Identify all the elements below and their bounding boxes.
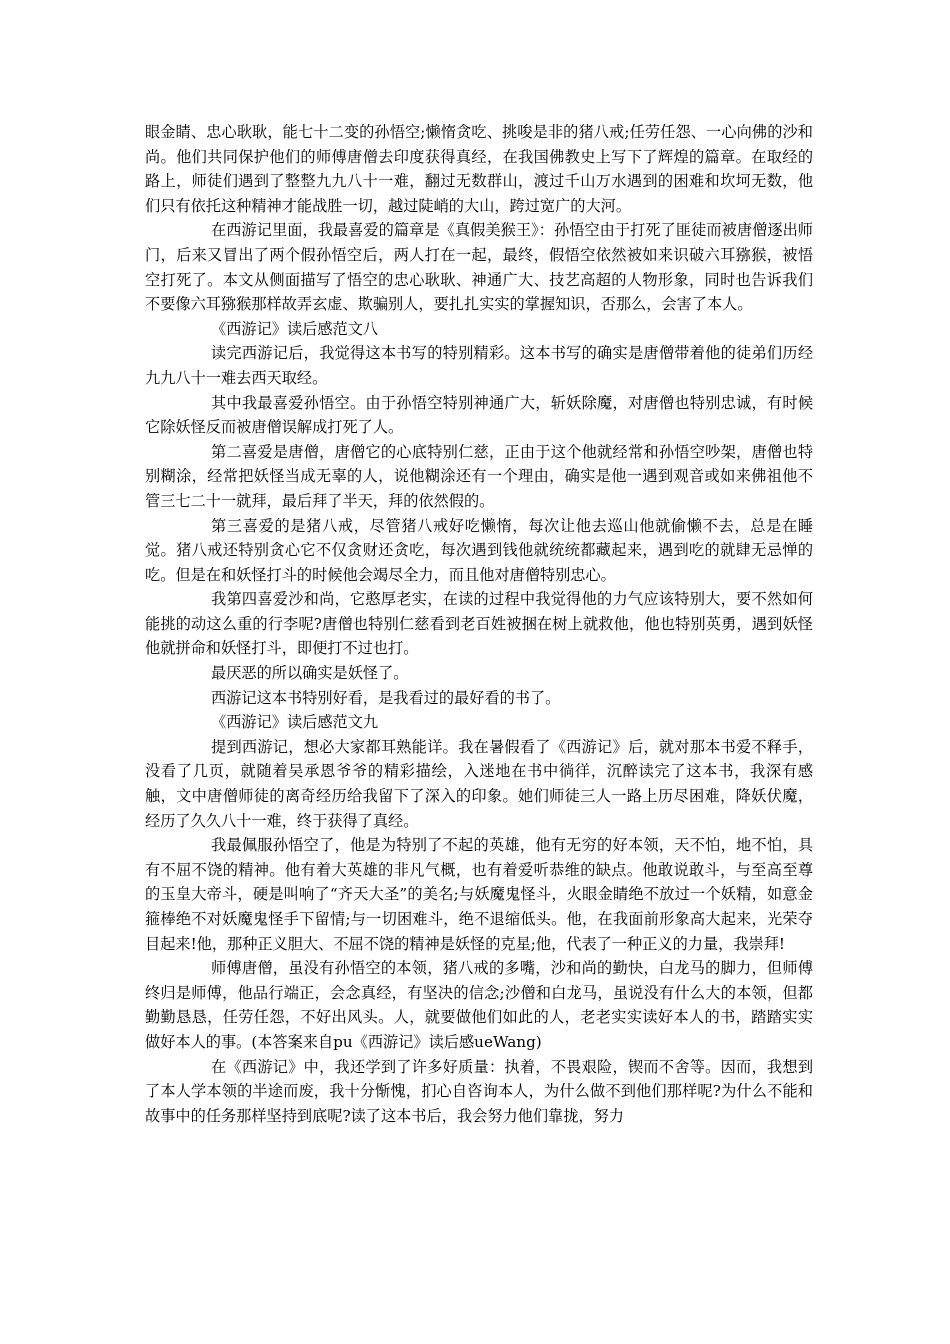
paragraph-8: 最厌恶的所以确实是妖怪了。 bbox=[211, 664, 409, 683]
document-page bbox=[145, 120, 813, 1128]
paragraph-9: 西游记这本书特别好看，是我看过的最好看的书了。 bbox=[211, 688, 561, 707]
paragraph-2: 在西游记里面，我最喜爱的篇章是《真假美猴王》：孙悟空由于打死了匪徒而被唐僧逐出师门，后来又冒出了两个假孙悟空后，两人打在一起，最终，假悟空依然被如来识破六耳猕猴，被悟空打死了。本文从侧面描写了悟空的忠心耿耿、神通广大、技艺高超的人物形象，同时也告诉我们不要像六耳猕猴那样故弄玄虚、欺骗别人，要扎扎实实的掌握知识，否那么，会害了本人。 bbox=[145, 221, 813, 314]
paragraph-7: 我第四喜爱沙和尚，它憨厚老实，在读的过程中我觉得他的力气应该特别大，要不然如何能挑的动这么重的行李呢?唐僧也特别仁慈看到老百姓被捆在树上就救他，他也特别英勇，遇到妖怪他就拼命和妖怪打斗，即便打不过也打。 bbox=[145, 590, 813, 658]
paragraph-6: 第三喜爱的是猪八戒，尽管猪八戒好吃懒惰，每次让他去巡山他就偷懒不去，总是在睡觉。猪八戒还特别贪心它不仅贪财还贪吃，每次遇到钱他就统统都藏起来，遇到吃的就肆无忌惮的吃。但是在和妖怪打斗的时候他会竭尽全力，而且他对唐僧特别忠心。 bbox=[145, 516, 813, 584]
section-heading-8: 《西游记》读后感范文八 bbox=[211, 319, 379, 338]
paragraph-5: 第二喜爱是唐僧，唐僧它的心底特别仁慈，正由于这个他就经常和孙悟空吵架，唐僧也特别糊涂，经常把妖怪当成无辜的人，说他糊涂还有一个理由，确实是他一遇到观音或如来佛祖他不管三七二十一就拜，最后拜了半天，拜的依然假的。 bbox=[145, 442, 813, 510]
section-heading-9: 《西游记》读后感范文九 bbox=[211, 713, 379, 732]
paragraph-12: 师傅唐僧，虽没有孙悟空的本领，猪八戒的多嘴，沙和尚的勤快，白龙马的脚力，但师傅终归是师傅，他品行端正，会念真经，有坚决的信念;沙僧和白龙马，虽说没有什么大的本领，但都勤勤恳恳，任劳任怨，不好出风头。人，就要做他们如此的人，老老实实读好本人的书，踏踏实实做好本人的事。(本答案来自pu《西游记》读后感ueWang) bbox=[145, 959, 813, 1051]
paragraph-4: 其中我最喜爱孙悟空。由于孙悟空特别神通广大，斩妖除魔，对唐僧也特别忠诚，有时候它除妖怪反而被唐僧误解成打死了人。 bbox=[145, 393, 813, 437]
paragraph-13: 在《西游记》中，我还学到了许多好质量：执着，不畏艰险，锲而不舍等。因而，我想到了本人学本领的半途而废，我十分惭愧，扪心自咨询本人，为什么做不到他们那样呢?为什么不能和故事中的任务那样坚持到底呢?读了这本书后，我会努力他们靠拢，努力 bbox=[145, 1057, 813, 1125]
paragraph-11: 我最佩服孙悟空了，他是为特别了不起的英雄，他有无穷的好本领，天不怕，地不怕，具有不屈不饶的精神。他有着大英雄的非凡气概，也有着爱听恭维的缺点。他敢说敢斗，与至高至尊的玉皇大帝斗，硬是叫响了“齐天大圣”的美名;与妖魔鬼怪斗，火眼金睛绝不放过一个妖精，如意金箍棒绝不对妖魔鬼怪手下留情;与一切困难斗，绝不退缩低头。他，在我面前形象高大起来，光荣夺目起来!他，那种正义胆大、不屈不饶的精神是妖怪的克星;他，代表了一种正义的力量，我崇拜! bbox=[145, 836, 813, 953]
paragraph-3: 读完西游记后，我觉得这本书写的特别精彩。这本书写的确实是唐僧带着他的徒弟们历经九九八十一难去西天取经。 bbox=[145, 344, 813, 387]
paragraph-1: 眼金睛、忠心耿耿，能七十二变的孙悟空;懒惰贪吃、挑唆是非的猪八戒;任劳任怨、一心向佛的沙和尚。他们共同保护他们的师傅唐僧去印度获得真经，在我国佛教史上写下了辉煌的篇章。在取经的路上，师徒们遇到了整整九九八十一难，翻过无数群山，渡过千山万水遇到的困难和坎坷无数，他们只有依托这种精神才能战胜一切，越过陡峭的大山，跨过宽广的大河。 bbox=[145, 123, 813, 215]
paragraph-10: 提到西游记，想必大家都耳熟能详。我在暑假看了《西游记》后，就对那本书爱不释手，没看了几页，就随着吴承恩爷爷的精彩描绘，入迷地在书中徜徉，沉醉读完了这本书，我深有感触，文中唐僧师徒的离奇经历给我留下了深入的印象。她们师徒三人一路上历尽困难，降妖伏魔，经历了久久八十一难，终于获得了真经。 bbox=[145, 737, 813, 830]
